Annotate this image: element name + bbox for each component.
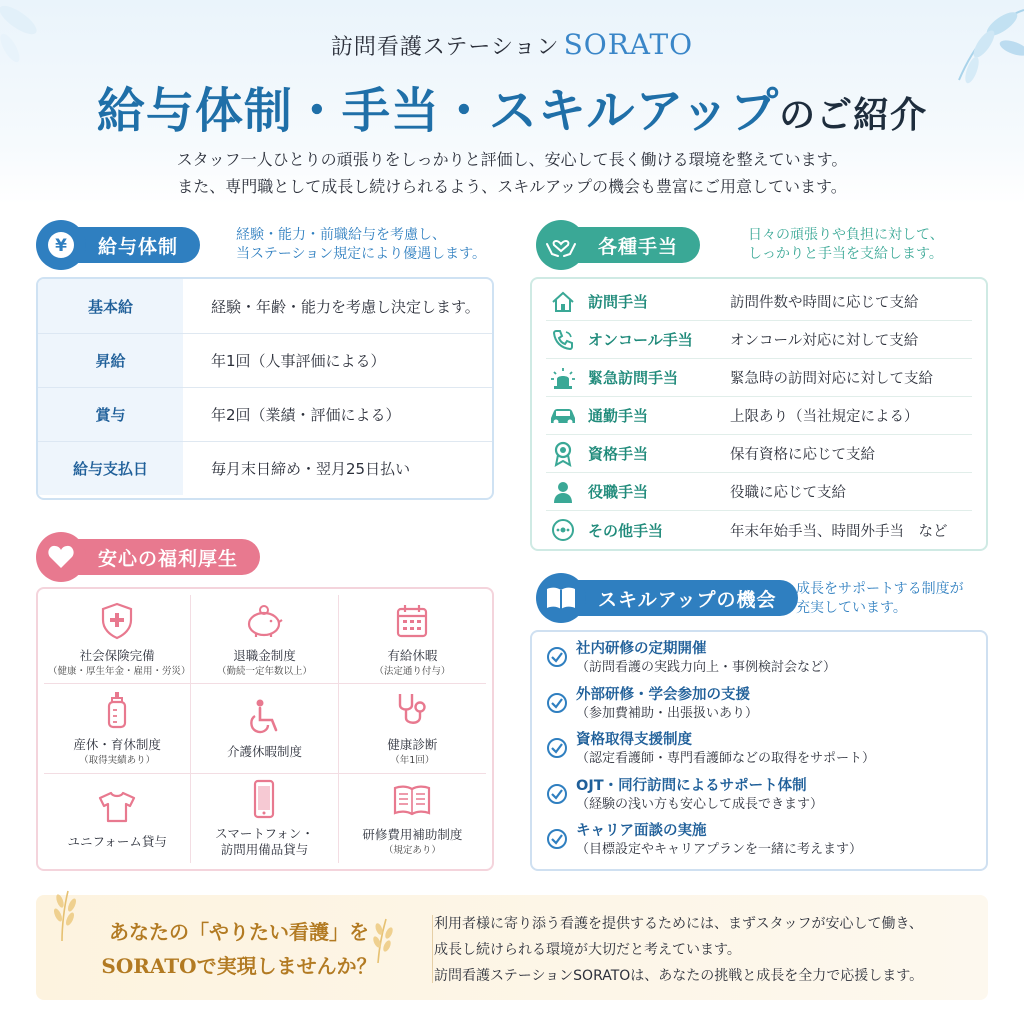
table-row [38,333,492,387]
welfare-item [44,595,191,684]
allowance-desc: 年末年始手当、時間外手当 など [730,523,948,540]
welfare-note: （健康・厚生年金・雇用・労災） [48,666,191,678]
heart-icon [36,532,86,582]
allowance-desc-line-1: 日々の頑張りや負担に対して、 [748,227,944,243]
salary-table [36,277,494,500]
salary-heading-label: 給与体制 [72,227,200,263]
allowance-desc: 上限あり（当社規定による） [730,409,919,425]
page-title [0,72,1024,141]
allowance-desc: 役職に応じて支給 [730,485,846,501]
skill-subtitle: （参加費補助・出張扱いあり） [576,705,759,721]
skill-title: OJT・同行訪問によるサポート体制 [576,777,807,794]
heart-hands-icon [536,220,586,270]
list-item [546,321,972,359]
welfare-item [191,595,338,684]
allowance-heading-label: 各種手当 [572,227,700,263]
allowance-name: 緊急訪問手当 [588,369,679,387]
allowance-name: 役職手当 [588,483,649,501]
tshirt-icon [97,786,137,828]
salary-value: 年1回（人事評価による） [183,333,492,387]
house-icon [546,287,580,317]
salary-description [236,226,486,264]
skill-title: 社内研修の定期開催 [576,641,707,657]
welfare-item [191,684,338,773]
station-prefix: 訪問看護ステーション [330,35,560,60]
salary-key: 基本給 [38,279,183,333]
list-item [546,397,972,435]
footer-message [434,911,923,989]
allowance-desc: 保有資格に応じて支給 [730,447,875,463]
piggy-bank-icon [244,600,284,642]
welfare-title: 産休・育休制度 [73,737,161,753]
salary-desc-line-2: 当ステーション規定により優遇します。 [236,246,487,262]
footer-catchphrase [74,915,404,983]
skill-subtitle: （訪問看護の実践力向上・事例検討会など） [576,660,837,675]
yen-icon [36,220,86,270]
salary-key: 給与支払日 [38,441,183,495]
skill-title: キャリア面談の実施 [576,823,707,839]
welfare-note: （規定あり） [383,845,441,857]
allowance-name: 通勤手当 [588,407,649,425]
allowance-name: 訪問手当 [588,293,649,311]
skill-subtitle: （目標設定やキャリアプランを一緒に考えます） [576,842,863,857]
welfare-item [339,684,486,773]
baby-bottle-icon [105,689,129,731]
salary-heading [36,220,200,270]
allowance-description [748,226,944,264]
siren-icon [546,363,580,393]
award-icon [546,439,580,469]
footer-msg-line-3: 訪問看護ステーションSORATOは、あなたの挑戦と成長を全力で応援します。 [434,968,924,984]
welfare-note: （法定通り付与） [374,666,451,678]
table-row [38,387,492,441]
footer-msg-line-1: 利用者様に寄り添う看護を提供するためには、まずスタッフが安心して働き、 [434,916,923,932]
allowance-desc: 訪問件数や時間に応じて支給 [730,295,919,311]
salary-value: 経験・年齢・能力を考慮し決定します。 [211,297,480,316]
allowance-desc: オンコール対応に対して支給 [730,333,919,349]
skill-heading [536,573,798,623]
list-item [546,822,972,868]
calendar-icon [395,600,429,642]
smartphone-icon [252,778,276,820]
allowance-desc-line-2: しっかりと手当を支給します。 [748,246,943,262]
allowance-name: その他手当 [588,521,664,540]
welfare-grid [36,587,494,871]
welfare-title: 介護休暇制度 [226,743,302,759]
list-item [546,511,972,549]
station-name [0,28,1024,61]
intro-text [0,146,1024,200]
intro-line-2: また、専門職として成長し続けられるよう、スキルアップの機会も豊富にご用意しています。 [177,177,847,196]
open-book-icon [536,573,586,623]
shield-cross-icon [100,600,134,642]
skill-subtitle: （認定看護師・専門看護師などの取得をサポート） [576,751,876,766]
stethoscope-icon [394,689,430,731]
person-icon [546,477,580,507]
welfare-title: スマートフォン・ 訪問用備品貸与 [215,825,314,857]
list-item [546,473,972,511]
allowance-name: 資格手当 [588,445,649,463]
check-circle-icon [546,822,576,854]
welfare-title: 健康診断 [387,737,438,753]
svg-text:¥: ¥ [55,236,67,256]
welfare-item [191,774,338,863]
skill-title: 資格取得支援制度 [576,732,692,748]
welfare-title: 社会保険完備 [79,648,155,664]
dots-circle-icon [546,515,580,545]
skill-title: 外部研修・学会参加の支援 [576,686,750,703]
welfare-note: （取得実績あり） [79,755,156,767]
table-row [38,441,492,495]
welfare-item [44,774,191,863]
welfare-item [44,684,191,773]
allowance-heading [536,220,700,270]
list-item [546,777,972,823]
salary-key: 昇給 [38,333,183,387]
skill-subtitle: （経験の浅い方も安心して成長できます） [576,796,824,812]
skill-desc-line-1: 成長をサポートする制度が [796,581,964,597]
check-circle-icon [546,640,576,672]
welfare-title: ユニフォーム貸与 [67,833,167,849]
welfare-item [339,595,486,684]
footer-msg-line-2: 成長し続けられる環境が大切だと考えています。 [434,942,741,958]
allowance-desc: 緊急時の訪問対応に対して支給 [730,371,933,387]
list-item [546,686,972,732]
list-item [546,731,972,777]
check-circle-icon [546,686,576,718]
skill-description [796,580,964,618]
page-title-suffix: のご紹介 [779,94,928,136]
salary-key: 賞与 [38,387,183,441]
skill-list [530,630,988,871]
welfare-note: （年1回） [390,755,435,767]
footer-catch-line-1: あなたの「やりたい看護」を [109,920,369,944]
list-item [546,640,972,686]
book-icon [392,779,432,821]
salary-value: 毎月末日締め・翌月25日払い [183,441,492,495]
salary-value: 年2回（業績・評価による） [183,387,492,441]
skill-desc-line-2: 充実しています。 [796,600,907,616]
salary-desc-line-1: 経験・能力・前職給与を考慮し、 [236,227,446,243]
page-title-main: 給与体制・手当・スキルアップ [96,83,780,139]
welfare-title: 有給休暇 [387,648,438,664]
welfare-title: 退職金制度 [233,648,296,664]
footer-catch-line-2: SORATOで実現しませんか？ [101,954,377,978]
phone-icon [546,325,580,355]
brand-name: SORATO [563,28,694,61]
footer-banner [36,895,988,1000]
welfare-heading [36,532,260,582]
table-row [38,279,492,333]
allowance-list [530,277,988,551]
list-item [546,359,972,397]
footer-divider [432,915,433,983]
wheelchair-icon [246,696,282,738]
intro-line-1: スタッフ一人ひとりの頑張りをしっかりと評価し、安心して長く働ける環境を整えています。 [176,150,848,169]
list-item [546,283,972,321]
check-circle-icon [546,731,576,763]
skill-heading-label: スキルアップの機会 [572,580,798,616]
check-circle-icon [546,777,576,809]
welfare-title: 研修費用補助制度 [362,827,463,843]
list-item [546,435,972,473]
allowance-name: オンコール手当 [588,331,693,349]
welfare-note: （勤続一定年数以上） [216,666,312,678]
welfare-heading-label: 安心の福利厚生 [72,539,260,575]
car-icon [546,401,580,431]
welfare-item [339,774,486,863]
